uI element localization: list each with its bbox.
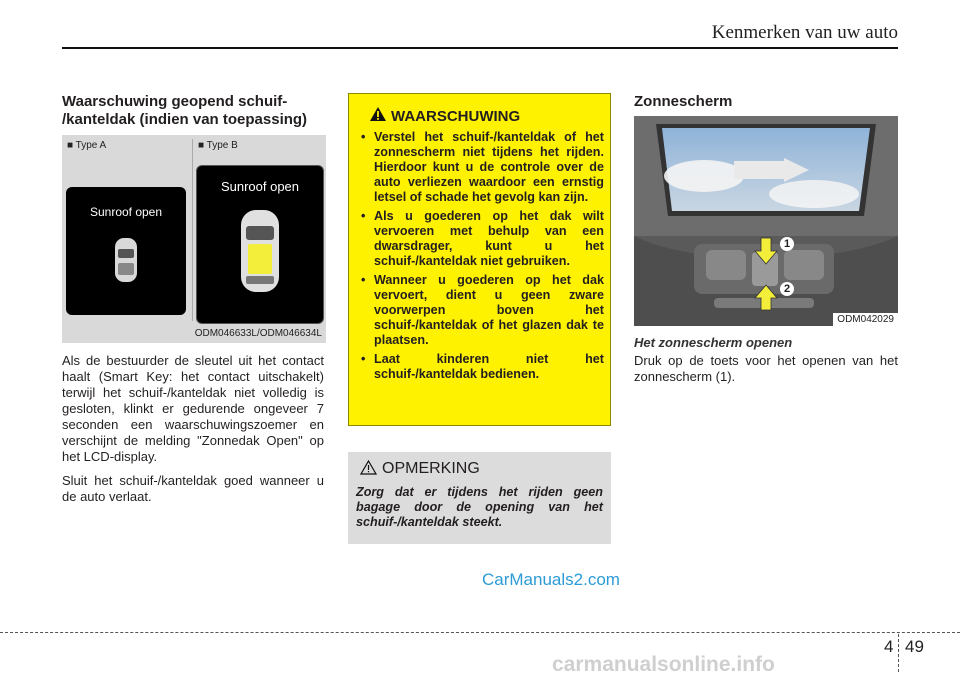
heading-line-1: Waarschuwing geopend schuif-: [62, 93, 288, 110]
callout-1: 1: [780, 237, 794, 251]
warning-box: [348, 93, 611, 426]
chapter-number: 4: [884, 637, 894, 656]
body-text-right: Druk op de toets voor het openen van het zonnescherm (1).: [634, 353, 898, 384]
type-a-label: ■ Type A: [67, 140, 107, 151]
caution-triangle-icon: [360, 460, 377, 475]
type-b-label: ■ Type B: [198, 140, 238, 151]
note-text: Zorg dat er tijdens het rijden geen bagage door de opening van het schuif-/kanteldak steekt.: [356, 485, 603, 529]
heading-line-2: /kanteldak (indien van toepassing): [62, 111, 308, 128]
sunroof-open-label-a: Sunroof open: [89, 205, 163, 219]
watermark-carmanualsonline[interactable]: carmanualsonline.info: [552, 653, 775, 676]
warning-item: • Wanneer u goederen op het dak vervoert, dient u geen zware voorwerpen boven het schuif-/kanteldak of het glazen dak te plaatsen.: [359, 273, 604, 348]
footer-rule: [0, 632, 960, 633]
callout-2: 2: [780, 282, 794, 296]
lcd-screen-type-a: [66, 187, 186, 315]
header-rule: [62, 47, 898, 49]
subheading-open-sunshade: Het zonnescherm openen: [634, 335, 793, 350]
warning-item: • Als u goederen op het dak wilt vervoeren met behulp van een dwarsdrager, kunt u het schuif-/kanteldak niet gebruiken.: [359, 209, 604, 269]
figure-divider: [192, 139, 193, 321]
sunroof-open-label-b: Sunroof open: [220, 179, 300, 194]
lcd-figure: [62, 135, 326, 343]
warning-list: [359, 130, 604, 386]
body-text-left: [62, 353, 324, 513]
warning-title: WAARSCHUWING: [391, 108, 521, 125]
photo-caption: ODM042029: [833, 313, 898, 326]
note-box: [348, 452, 611, 544]
header-title: Kenmerken van uw auto: [711, 22, 898, 43]
watermark-carmanuals2[interactable]: CarManuals2.com: [482, 570, 620, 589]
warning-item: • Verstel het schuif-/kanteldak of het zonnescherm niet tijdens het rijden. Hierdoor kunt u de controle over de auto verliezen waardoor een ernstig letsel of schade het gevolg kan zijn.: [359, 130, 604, 205]
car-top-view-icon-a: [111, 235, 141, 285]
section-heading-sunroof-warning: [62, 93, 330, 129]
section-heading-sunshade: Zonnescherm: [634, 93, 733, 110]
figure-caption: ODM046633L/ODM046634L: [194, 328, 322, 339]
note-title: OPMERKING: [382, 460, 480, 477]
warning-item: • Laat kinderen niet het schuif-/kanteldak bedienen.: [359, 352, 604, 382]
sunshade-photo: [634, 116, 898, 326]
car-top-view-icon-b: [235, 206, 285, 296]
page-number-divider: [898, 634, 899, 672]
paragraph-1: Als de bestuurder de sleutel uit het contact haalt (Smart Key: het contact uitschakelt) terwijl het schuif-/kanteldak niet volledig is gesloten, klinkt er gedurende ongeveer 7 seconden een waarschuwingszoemer en verschijnt de melding "Zonnedak Open" op het LCD-display.: [62, 353, 324, 464]
sunshade-illustration: [634, 116, 898, 326]
lcd-screen-type-b: [196, 165, 324, 324]
paragraph-2: Sluit het schuif-/kanteldak goed wanneer u de auto verlaat.: [62, 473, 324, 504]
page-number: 49: [905, 637, 924, 656]
warning-triangle-icon: [369, 106, 387, 122]
